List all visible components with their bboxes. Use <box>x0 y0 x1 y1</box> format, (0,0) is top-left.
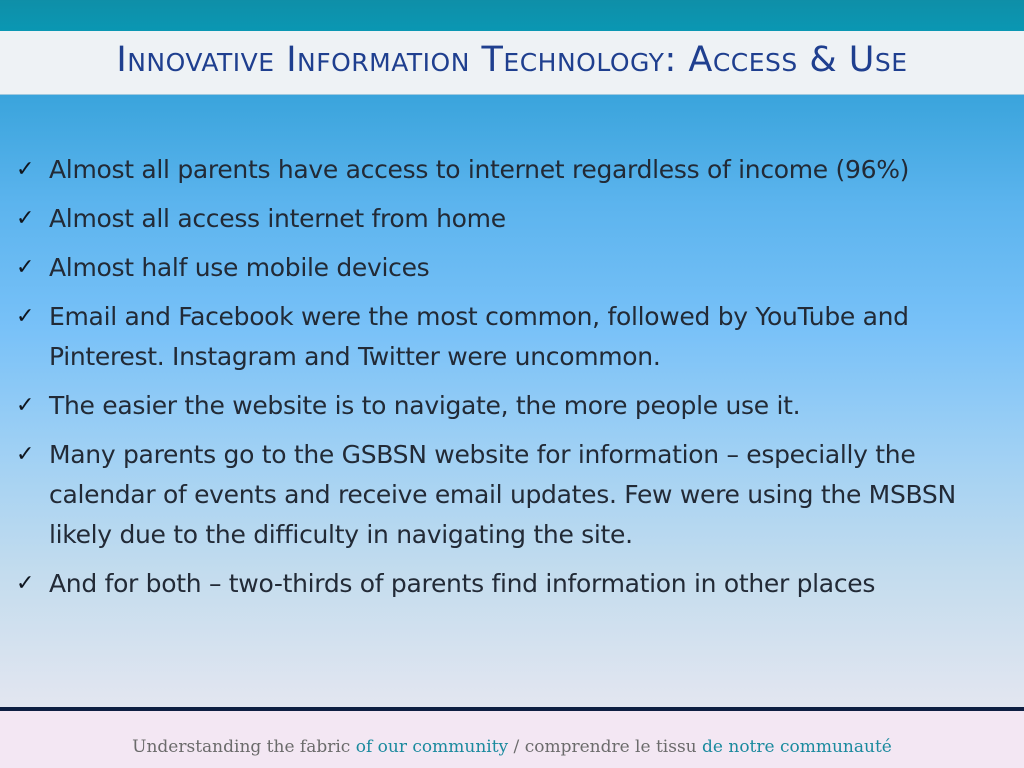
checkmark-icon: ✓ <box>16 442 35 467</box>
bullet-item <box>16 297 1020 377</box>
checkmark-icon: ✓ <box>16 255 35 280</box>
bullet-text: Many parents go to the GSBSN website for information – especially the calendar of events and receive email updates. Few were using the MSBSN likely due to the difficulty in navigating the site. <box>49 440 956 549</box>
checkmark-icon: ✓ <box>16 393 35 418</box>
bullet-text: Almost all access internet from home <box>49 204 506 233</box>
bullet-item <box>16 435 1020 555</box>
checkmark-icon: ✓ <box>16 157 35 182</box>
checkmark-icon: ✓ <box>16 206 35 231</box>
bullet-text: The easier the website is to navigate, the more people use it. <box>49 391 801 420</box>
bullet-text: Almost all parents have access to internet regardless of income (96%) <box>49 155 910 184</box>
footer-text-part4: de notre communauté <box>702 737 892 757</box>
slide-title: Innovative Information Technology: Access & Use <box>116 40 908 80</box>
checkmark-icon: ✓ <box>16 571 35 596</box>
top-stripe <box>0 0 1024 31</box>
bullet-text: Almost half use mobile devices <box>49 253 430 282</box>
checkmark-icon: ✓ <box>16 304 35 329</box>
bullet-text: Email and Facebook were the most common, followed by YouTube and Pinterest. Instagram and Twitter were uncommon. <box>49 302 909 371</box>
footer-text-part3: / comprendre le tissu <box>508 737 703 757</box>
bullet-text: And for both – two-thirds of parents find information in other places <box>49 569 876 598</box>
bullet-item <box>16 150 1020 190</box>
footer-text-part2: of our community <box>355 737 509 757</box>
bullet-item <box>16 386 1020 426</box>
bullet-list <box>16 150 1020 613</box>
bullet-item <box>16 564 1020 604</box>
bullet-item <box>16 199 1020 239</box>
footer-tagline <box>0 737 1024 757</box>
bullet-item <box>16 248 1020 288</box>
footer-text-part1: Understanding the fabric <box>132 737 356 757</box>
